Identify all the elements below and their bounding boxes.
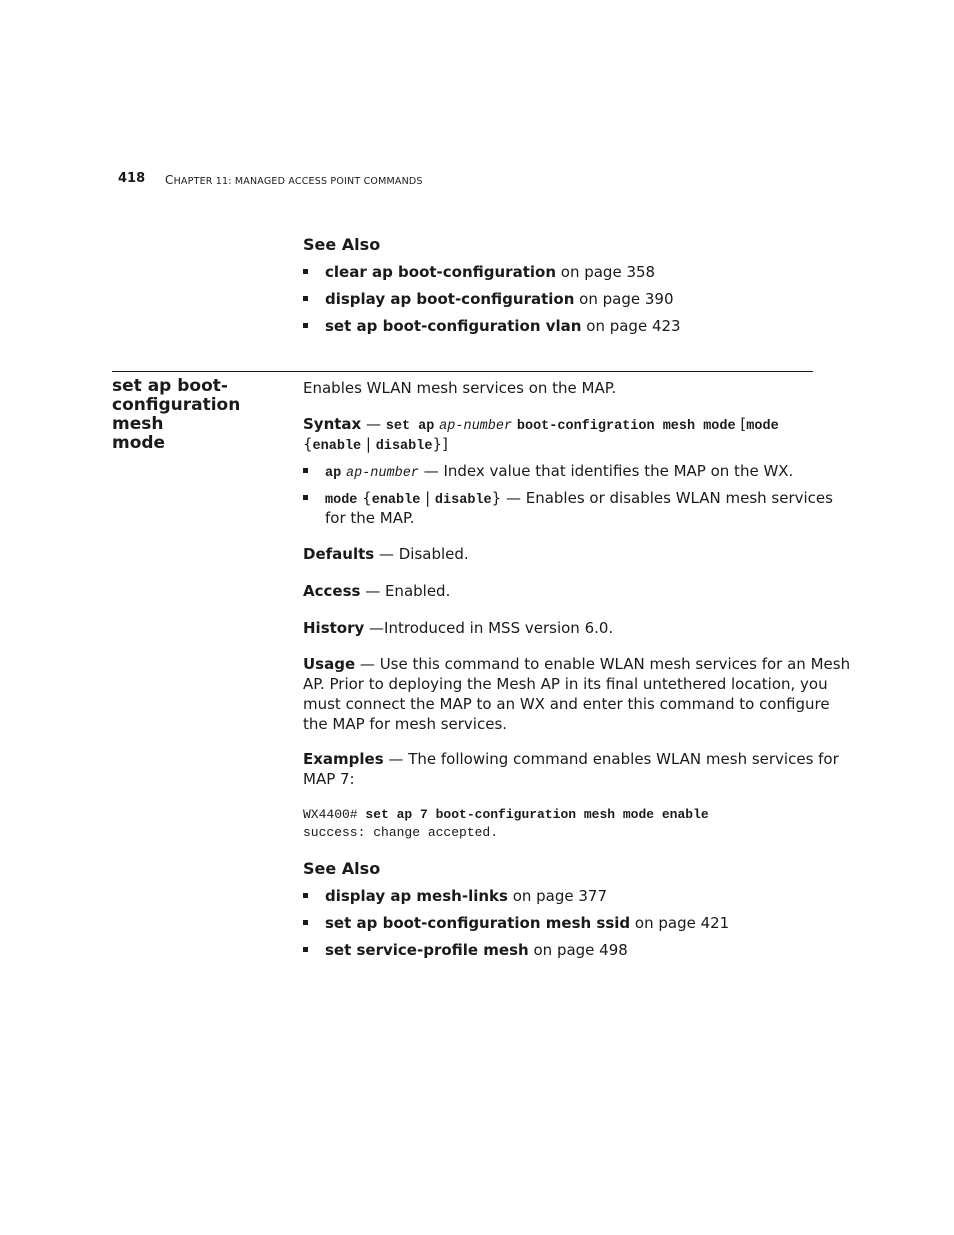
param-ap: ap ap-number — Index value that identifies the MAP on the WX. bbox=[325, 462, 794, 481]
page-number: 418 bbox=[118, 171, 146, 186]
bullet-icon bbox=[303, 296, 308, 301]
see-also-link[interactable]: set ap boot-configuration vlan on page 423 bbox=[325, 317, 681, 335]
syntax-line: Syntax — set ap ap-number boot-configration mesh mode [mode bbox=[303, 415, 779, 434]
bullet-icon bbox=[303, 920, 308, 925]
examples-paragraph: Examples — The following command enables WLAN mesh services for MAP 7: bbox=[303, 750, 839, 788]
see-also-heading: See Also bbox=[303, 235, 381, 254]
bullet-icon bbox=[303, 893, 308, 898]
see-also-link[interactable]: display ap boot-configuration on page 390 bbox=[325, 290, 674, 308]
bullet-icon bbox=[303, 468, 308, 473]
see-also-link[interactable]: set ap boot-configuration mesh ssid on page 421 bbox=[325, 914, 730, 932]
chapter-title: CHAPTER 11: MANAGED ACCESS POINT COMMANDS bbox=[165, 173, 423, 187]
see-also-link[interactable]: display ap mesh-links on page 377 bbox=[325, 887, 608, 905]
code-example: WX4400# set ap 7 boot-configuration mesh mode enable success: change accepted. bbox=[303, 807, 709, 840]
history-line: History —Introduced in MSS version 6.0. bbox=[303, 619, 614, 637]
access-line: Access — Enabled. bbox=[303, 582, 451, 600]
section-description: Enables WLAN mesh services on the MAP. bbox=[303, 379, 617, 397]
see-also-link[interactable]: set service-profile mesh on page 498 bbox=[325, 941, 628, 959]
param-mode-desc: for the MAP. bbox=[325, 509, 415, 527]
syntax-line-2: {enable | disable}] bbox=[303, 435, 448, 454]
see-also-heading: See Also bbox=[303, 859, 381, 878]
bullet-icon bbox=[303, 269, 308, 274]
bullet-icon bbox=[303, 323, 308, 328]
section-title: set ap boot- configuration mesh mode bbox=[112, 376, 241, 453]
see-also-link[interactable]: clear ap boot-configuration on page 358 bbox=[325, 263, 656, 281]
bullet-icon bbox=[303, 495, 308, 500]
param-mode: mode {enable | disable} — Enables or disables WLAN mesh services bbox=[325, 489, 833, 508]
usage-paragraph: Usage — Use this command to enable WLAN mesh services for an Mesh AP. Prior to deploying the Mesh AP in its final untethered location, you must connect the MAP to an WX and enter this command to configure the MAP for mesh services. bbox=[303, 655, 851, 733]
defaults-line: Defaults — Disabled. bbox=[303, 545, 469, 563]
bullet-icon bbox=[303, 947, 308, 952]
section-divider bbox=[112, 371, 813, 372]
